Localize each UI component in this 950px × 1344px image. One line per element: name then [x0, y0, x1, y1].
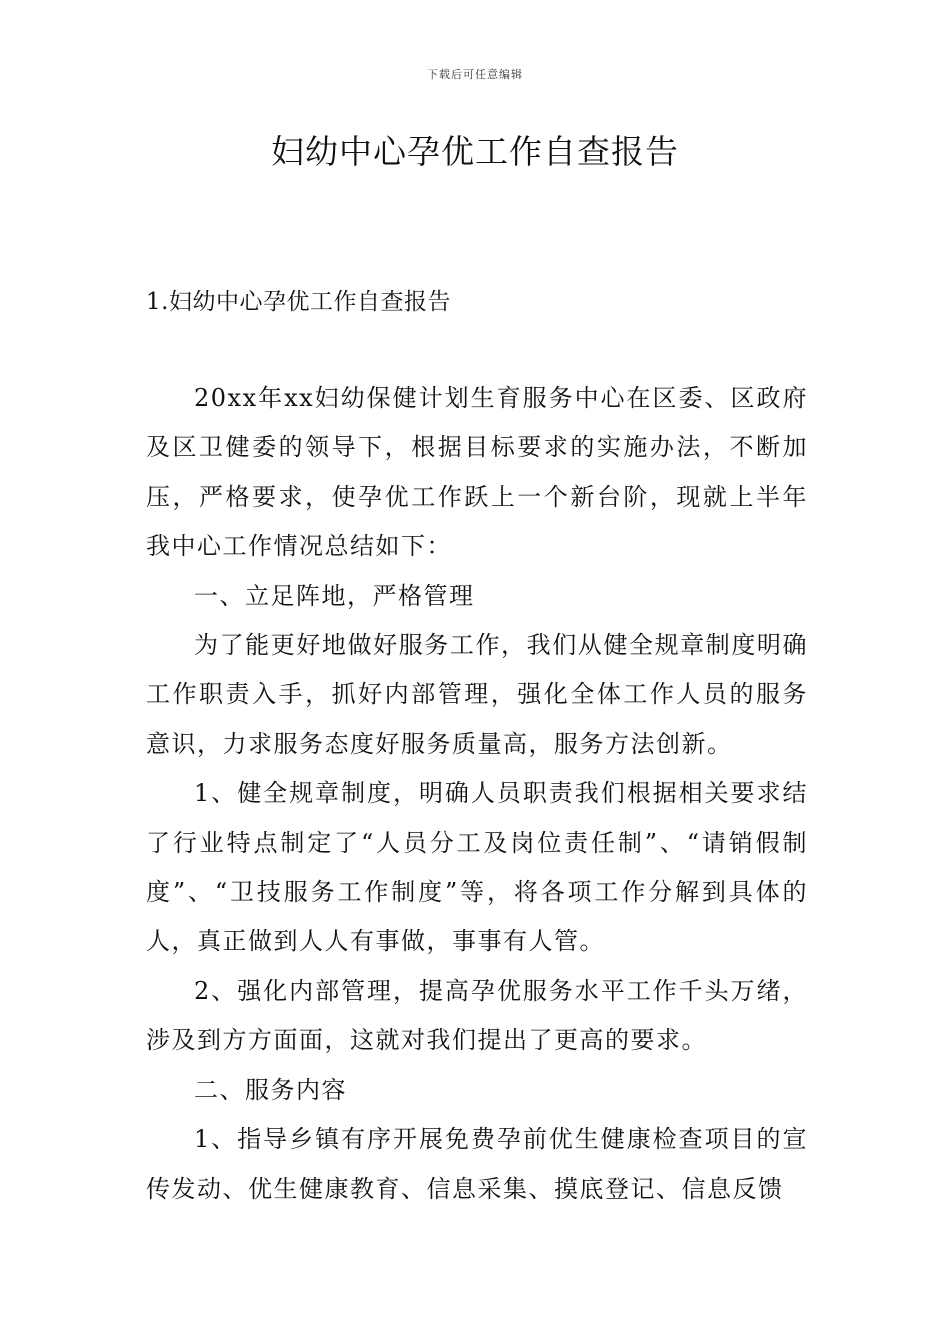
paragraph: 2、强化内部管理，提高孕优服务水平工作千头万绪，涉及到方方面面，这就对我们提出了更高的要求。: [146, 976, 808, 1055]
section-heading: 1.妇幼中心孕优工作自查报告: [146, 289, 451, 315]
paragraph: 一、立足阵地，严格管理: [194, 581, 475, 610]
paragraph: 二、服务内容: [194, 1075, 347, 1104]
document-title: 妇幼中心孕优工作自查报告: [271, 132, 679, 171]
paragraph: 1、健全规章制度，明确人员职责我们根据相关要求结了行业特点制定了“人员分工及岗位责任制”、“请销假制度”、“卫技服务工作制度”等，将各项工作分解到具体的人，真正做到人人有事做，事事有人管。: [146, 779, 808, 956]
paragraph: 为了能更好地做好服务工作，我们从健全规章制度明确工作职责入手，抓好内部管理，强化全体工作人员的服务意识，力求服务态度好服务质量高，服务方法创新。: [146, 631, 808, 758]
header-note: 下载后可任意编辑: [427, 68, 523, 81]
paragraph: 1、指导乡镇有序开展免费孕前优生健康检查项目的宣传发动、优生健康教育、信息采集、摸底登记、信息反馈: [146, 1125, 808, 1203]
document-body: [146, 374, 808, 1214]
paragraph: 20xx年xx妇幼保健计划生育服务中心在区委、区政府及区卫健委的领导下，根据目标要求的实施办法，不断加压，严格要求，使孕优工作跃上一个新台阶，现就上半年我中心工作情况总结如下：: [146, 384, 808, 561]
